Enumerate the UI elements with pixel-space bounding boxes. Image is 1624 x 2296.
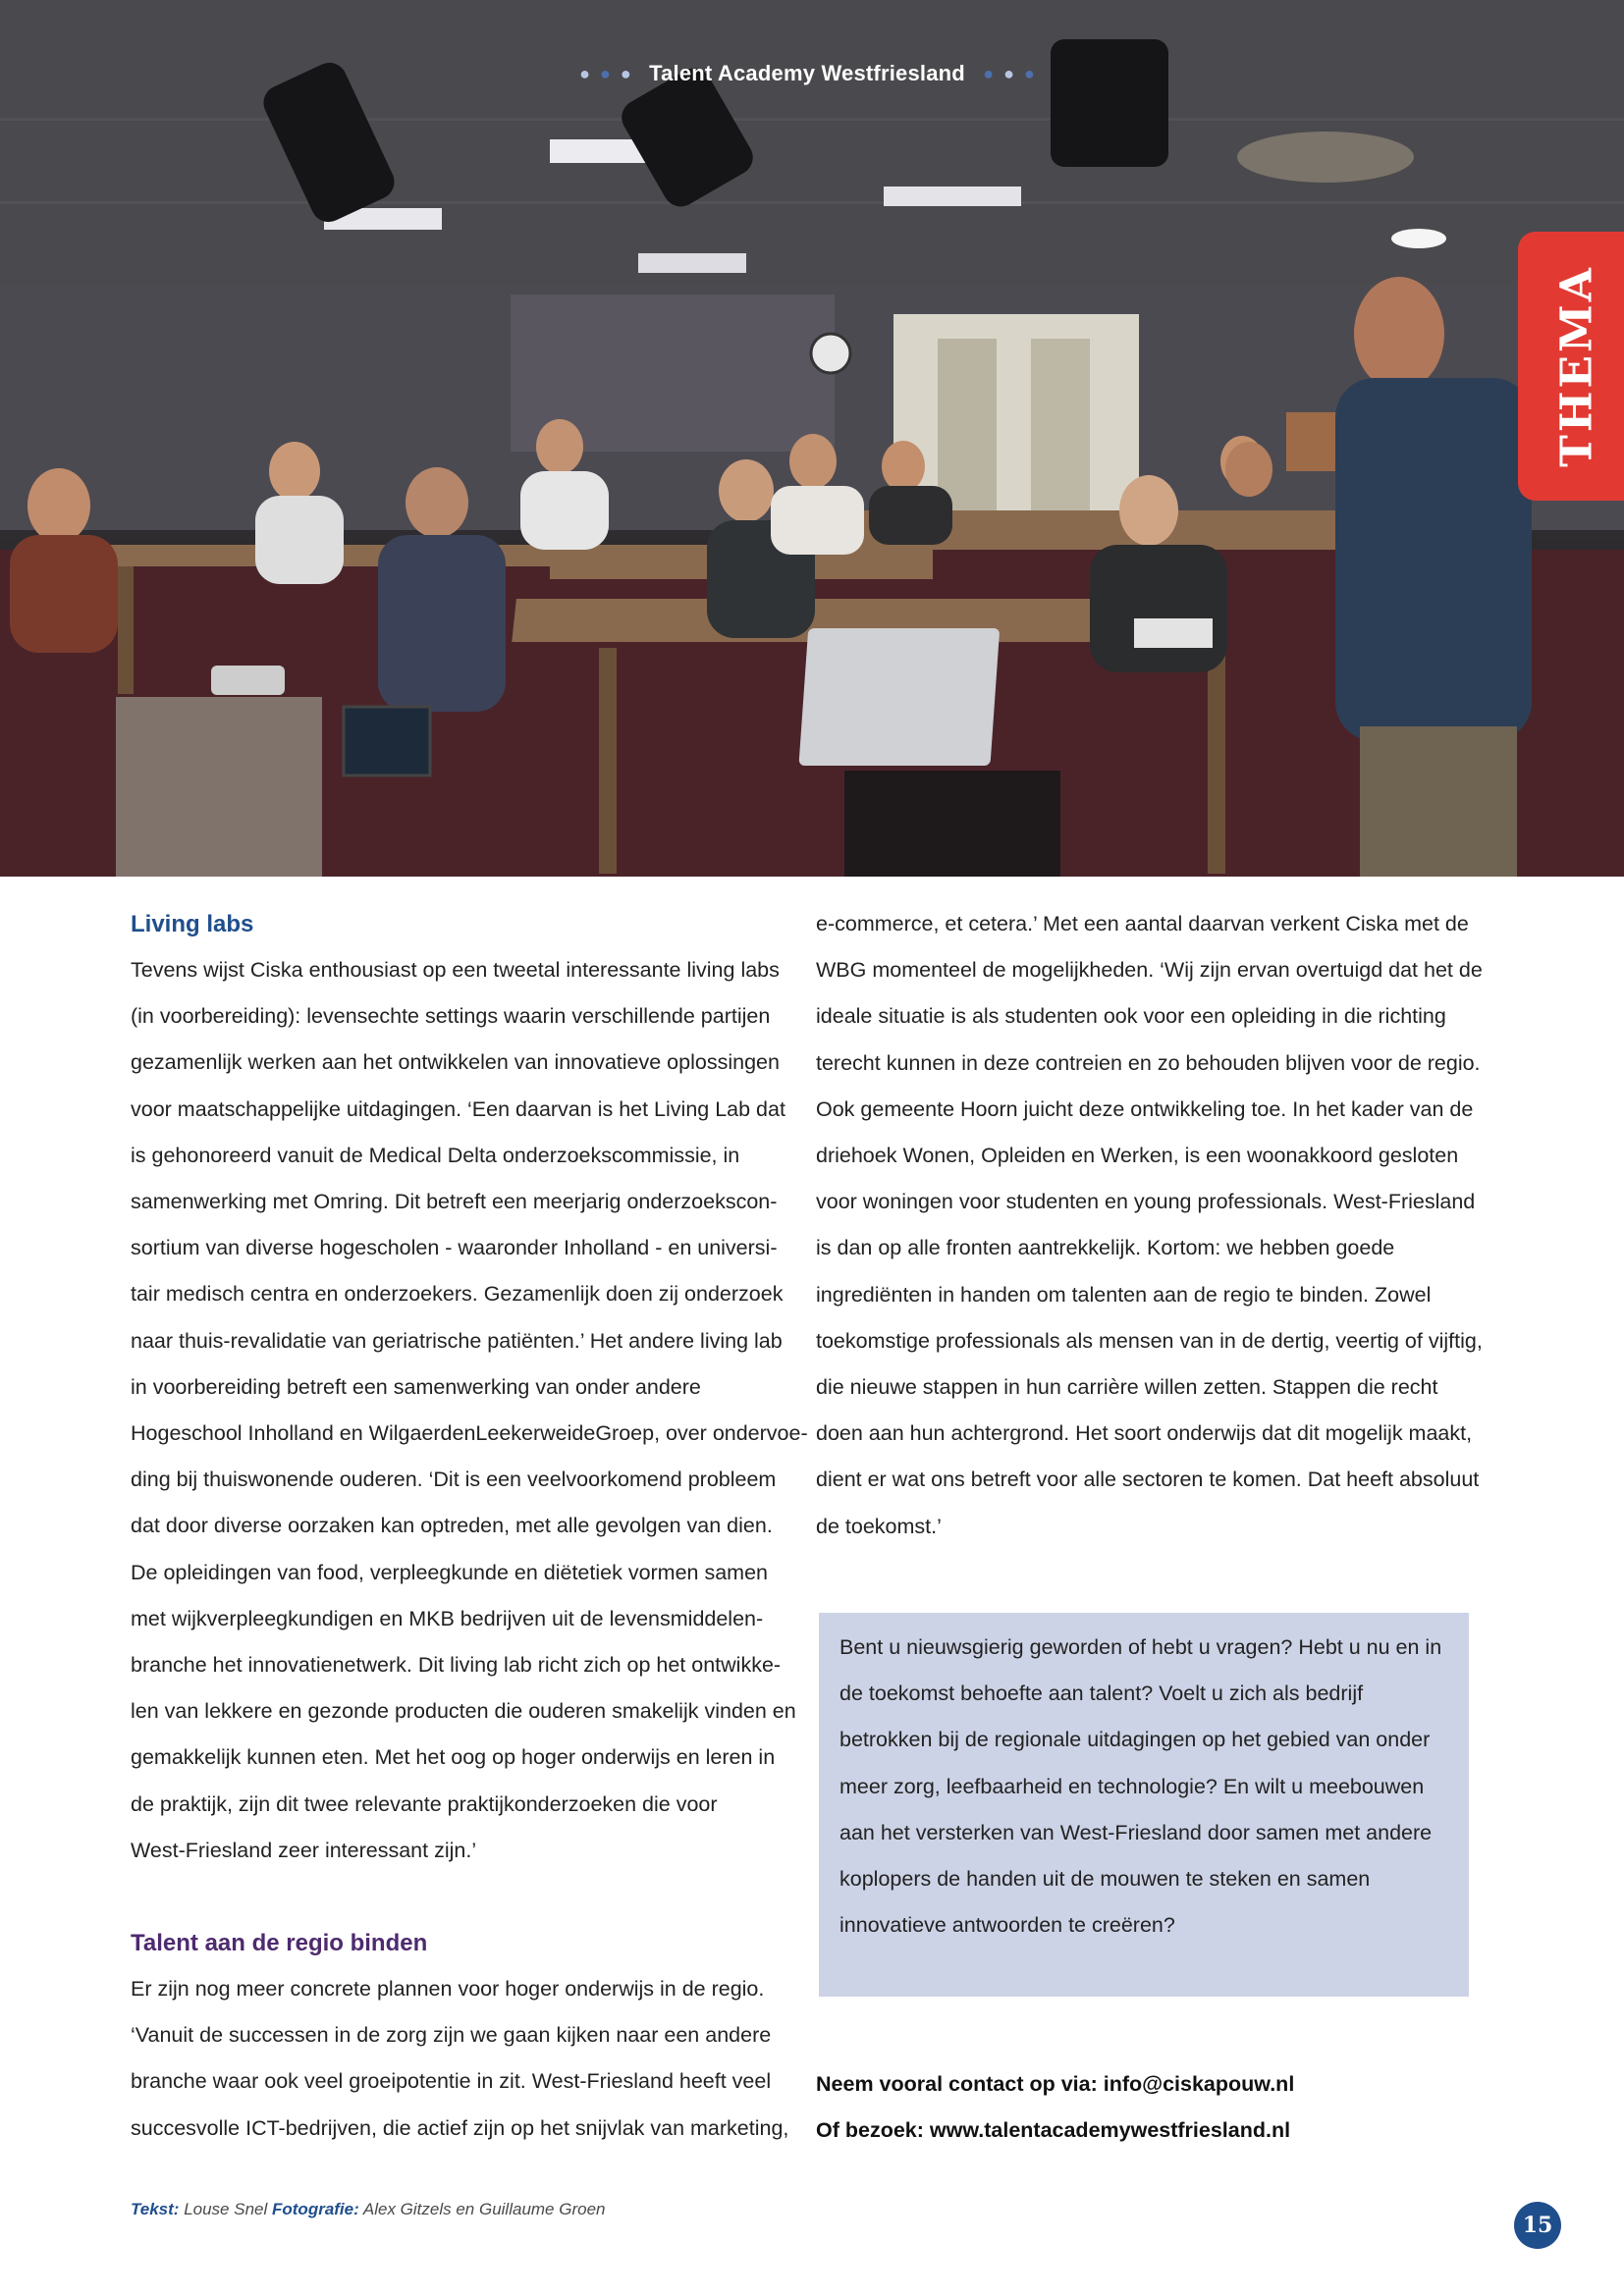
text-line: in voorbereiding betreft een samenwerking van onder andere bbox=[131, 1374, 701, 1399]
text-line: betrokken bij de regionale uitdagingen op het gebied van onder bbox=[839, 1728, 1431, 1752]
thema-side-tab bbox=[1518, 232, 1624, 501]
text-line: tair medisch centra en onderzoekers. Gezamenlijk doen zij onderzoek bbox=[131, 1282, 784, 1307]
text-line: ding bij thuiswonende ouderen. ‘Dit is een veelvoorkomend probleem bbox=[131, 1468, 777, 1492]
text-line: branche het innovatienetwerk. Dit living lab richt zich op het ontwikke- bbox=[131, 1653, 782, 1678]
text-line: voor woningen voor studenten en young professionals. West-Friesland bbox=[816, 1190, 1476, 1214]
text-line: len van lekkere en gezonde producten die ouderen smakelijk vinden en bbox=[131, 1699, 796, 1724]
header-dots-left: ●●● bbox=[579, 64, 641, 83]
text-line: de toekomst behoefte aan talent? Voelt u zich als bedrijf bbox=[839, 1682, 1364, 1706]
heading-living-labs: Living labs bbox=[131, 911, 254, 937]
text-line: Tevens wijst Ciska enthousiast op een tweetal interessante living labs bbox=[131, 958, 780, 982]
text-line: ideale situatie is als studenten ook voor een opleiding in die richting bbox=[816, 1004, 1446, 1029]
left-column bbox=[131, 901, 808, 2152]
text-line: De opleidingen van food, verpleegkunde en diëtetiek vormen samen bbox=[131, 1560, 769, 1584]
right-paragraph bbox=[816, 901, 1484, 1550]
page-number-badge: 15 bbox=[1514, 2202, 1561, 2249]
text-line: aan het versterken van West-Friesland door samen met andere bbox=[839, 1820, 1433, 1844]
text-line: innovatieve antwoorden te creëren? bbox=[839, 1913, 1175, 1938]
contact-block bbox=[816, 2061, 1294, 2154]
heading-talent-aan-de-regio-binden: Talent aan de regio binden bbox=[131, 1930, 428, 1957]
text-line: branche waar ook veel groeipotentie in zit. West-Friesland heeft veel bbox=[131, 2069, 772, 2094]
info-callout-box bbox=[819, 1613, 1469, 1997]
text-line: Hogeschool Inholland en WilgaerdenLeekerweideGroep, over ondervoe- bbox=[131, 1421, 808, 1446]
header-title: Talent Academy Westfriesland bbox=[649, 61, 965, 85]
text-line: dat door diverse oorzaken kan optreden, met alle gevolgen van dien. bbox=[131, 1514, 773, 1538]
text-line: ‘Vanuit de successen in de zorg zijn we gaan kijken naar een andere bbox=[131, 2023, 772, 2048]
classroom-photo-illustration bbox=[0, 0, 1624, 877]
right-column bbox=[816, 901, 1484, 1550]
text-line: e-commerce, et cetera.’ Met een aantal daarvan verkent Ciska met de bbox=[816, 912, 1469, 935]
text-line: driehoek Wonen, Opleiden en Werken, is een woonakkoord gesloten bbox=[816, 1144, 1459, 1168]
text-line: voor maatschappelijke uitdagingen. ‘Een daarvan is het Living Lab dat bbox=[131, 1096, 785, 1121]
text-line: ingrediënten in handen om talenten aan de regio te binden. Zowel bbox=[816, 1282, 1432, 1307]
info-callout-text bbox=[839, 1625, 1441, 1949]
text-line: die nieuwe stappen in hun carrière willen zetten. Stappen die recht bbox=[816, 1375, 1438, 1400]
contact-website-line[interactable]: Of bezoek: www.talentacademywestfriesland.nl bbox=[816, 2118, 1291, 2143]
text-line: gemakkelijk kunnen eten. Met het oog op hoger onderwijs en leren in bbox=[131, 1745, 776, 1770]
text-line: koplopers de handen uit de mouwen te steken en samen bbox=[839, 1867, 1371, 1892]
running-header bbox=[0, 61, 1624, 86]
thema-label: THEMA bbox=[1551, 265, 1602, 467]
text-line: de praktijk, zijn dit twee relevante praktijkonderzoeken die voor bbox=[131, 1791, 718, 1816]
text-line: samenwerking met Omring. Dit betreft een meerjarig onderzoekscon- bbox=[131, 1190, 778, 1214]
text-line: de toekomst.’ bbox=[816, 1514, 942, 1538]
header-dots-right: ●●● bbox=[983, 64, 1045, 83]
living-labs-paragraph bbox=[131, 947, 808, 1874]
text-line: Ook gemeente Hoorn juicht deze ontwikkeling toe. In het kader van de bbox=[816, 1096, 1474, 1121]
text-line: sortium van diverse hogescholen - waaronder Inholland - en universi- bbox=[131, 1236, 778, 1260]
credit-photo-label: Fotografie: bbox=[272, 2200, 359, 2218]
text-line: WBG momenteel de mogelijkheden. ‘Wij zijn ervan overtuigd dat het de bbox=[816, 958, 1483, 983]
text-line: toekomstige professionals als mensen van in de dertig, veertig of vijftig, bbox=[816, 1328, 1483, 1353]
text-line: meer zorg, leefbaarheid en technologie? En wilt u meebouwen bbox=[839, 1774, 1425, 1798]
text-line: West-Friesland zeer interessant zijn.’ bbox=[131, 1838, 477, 1862]
contact-email-line[interactable]: Neem vooral contact op via: info@ciskapouw.nl bbox=[816, 2072, 1295, 2096]
text-line: naar thuis-revalidatie van geriatrische patiënten.’ Het andere living lab bbox=[131, 1328, 783, 1353]
text-line: terecht kunnen in deze contreien en zo behouden blijven voor de regio. bbox=[816, 1050, 1481, 1075]
credit-text-label: Tekst: bbox=[131, 2200, 180, 2218]
credit-photo-authors: Alex Gitzels en Guillaume Groen bbox=[362, 2200, 606, 2218]
text-line: Er zijn nog meer concrete plannen voor hoger onderwijs in de regio. bbox=[131, 1977, 765, 2002]
credit-text-author: Louse Snel bbox=[184, 2200, 268, 2218]
text-line: Bent u nieuwsgierig geworden of hebt u vragen? Hebt u nu en in bbox=[839, 1635, 1442, 1659]
talent-paragraph bbox=[131, 1966, 794, 2152]
photo-credits bbox=[131, 2200, 605, 2219]
text-line: is dan op alle fronten aantrekkelijk. Kortom: we hebben goede bbox=[816, 1236, 1395, 1260]
text-line: succesvolle ICT-bedrijven, die actief zijn op het snijvlak van marketing, bbox=[131, 2115, 789, 2140]
spacer bbox=[131, 1874, 794, 1920]
text-line: doen aan hun achtergrond. Het soort onderwijs dat dit mogelijk maakt, bbox=[816, 1421, 1473, 1446]
text-line: dient er wat ons betreft voor alle sectoren te komen. Dat heeft absoluut bbox=[816, 1468, 1480, 1492]
text-line: (in voorbereiding): levensechte settings waarin verschillende partijen bbox=[131, 1004, 771, 1029]
text-line: is gehonoreerd vanuit de Medical Delta onderzoekscommissie, in bbox=[131, 1143, 740, 1167]
hero-photo bbox=[0, 0, 1624, 877]
text-line: gezamenlijk werken aan het ontwikkelen van innovatieve oplossingen bbox=[131, 1050, 780, 1075]
text-line: met wijkverpleegkundigen en MKB bedrijven uit de levensmiddelen- bbox=[131, 1606, 764, 1630]
